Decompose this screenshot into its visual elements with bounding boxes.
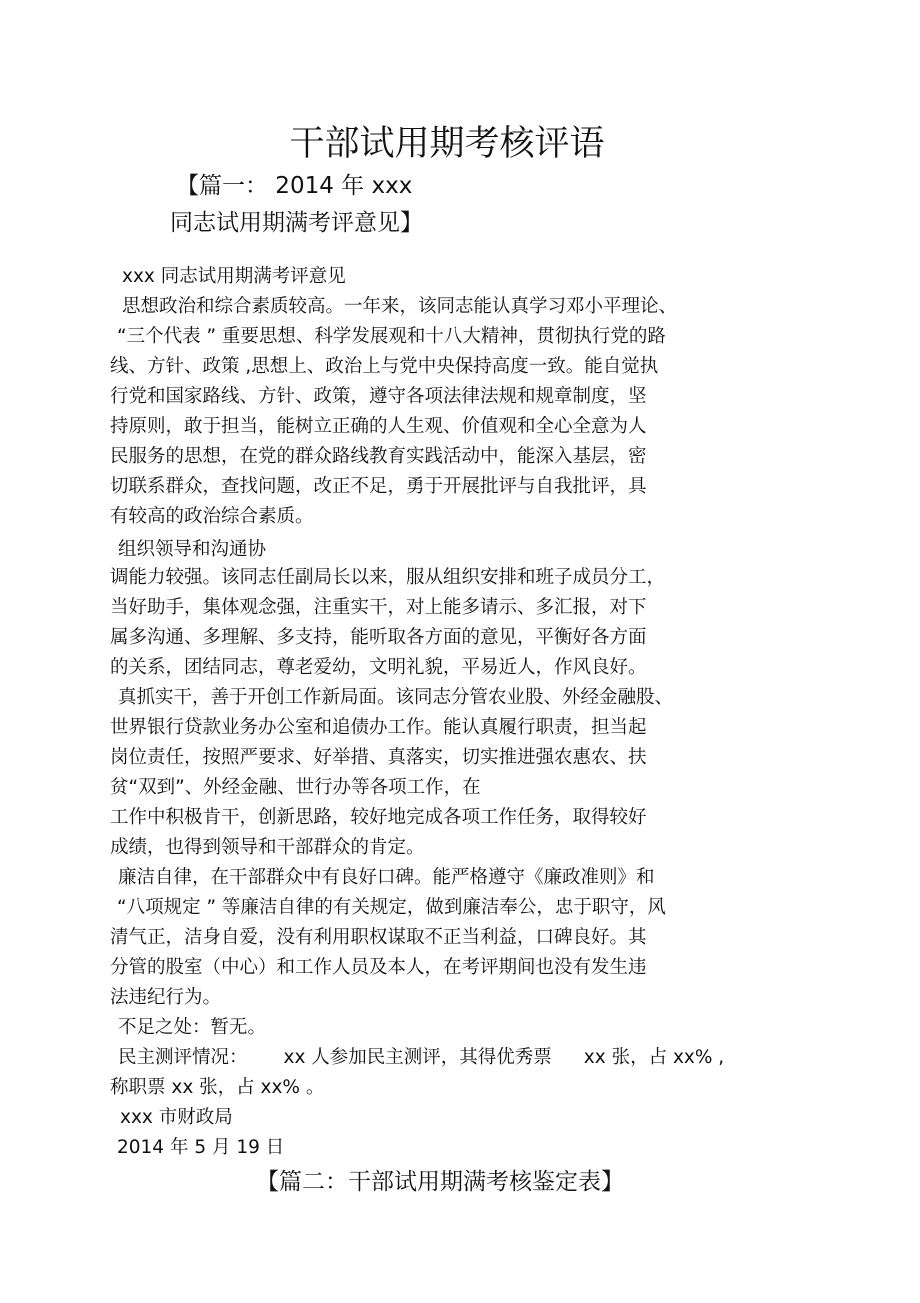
- document-title: 干部试用期考核评语: [289, 124, 605, 164]
- vote-excellent: xx 张，占 xx% ,: [583, 1047, 725, 1068]
- signature-org: xxx 市财政局: [120, 1107, 233, 1128]
- letter-heading: xxx 同志试用期满考评意见: [122, 266, 346, 287]
- paragraph-line: 当好助手，集体观念强，注重实干，对上能多请示、多汇报，对下: [110, 597, 647, 618]
- vote-line: [118, 1044, 724, 1072]
- section2-heading: 【篇二：干部试用期满考核鉴定表】: [256, 1169, 624, 1195]
- paragraph-line: 不足之处：暂无。: [118, 1017, 267, 1038]
- paragraph-line: 调能力较强。该同志任副局长以来，服从组织安排和班子成员分工，: [110, 567, 666, 588]
- paragraph-line: 行党和国家路线、方针、政策，遵守各项法律法规和规章制度，坚: [110, 386, 647, 407]
- paragraph-line: 廉洁自律，在干部群众中有良好口碑。能严格遵守《廉政准则》和: [118, 867, 655, 888]
- paragraph-line: 世界银行贷款业务办公室和追债办工作。能认真履行职责，担当起: [110, 717, 647, 738]
- paragraph-line: 法违纪行为。: [110, 987, 222, 1008]
- paragraph-line: 成绩，也得到领导和干部群众的肯定。: [110, 837, 425, 858]
- paragraph-line: 组织领导和沟通协: [118, 539, 267, 560]
- signature-date: 2014 年 5 月 19 日: [117, 1137, 285, 1158]
- paragraph-line: 贫“双到”、外经金融、世行办等各项工作，在: [110, 777, 481, 798]
- vote-label: 民主测评情况：: [118, 1047, 248, 1068]
- paragraph-line: 岗位责任，按照严要求、好举措、真落实，切实推进强农惠农、扶: [110, 747, 647, 768]
- section1-heading-line2: 同志试用期满考评意见】: [170, 210, 423, 236]
- vote-line-2: 称职票 xx 张，占 xx% 。: [110, 1077, 325, 1098]
- section1-heading-line1: 【篇一： 2014 年 xxx: [176, 173, 413, 199]
- paragraph-line: “三个代表 ” 重要思想、科学发展观和十八大精神，贯彻执行党的路: [117, 326, 666, 347]
- paragraph-line: 分管的股室（中心）和工作人员及本人，在考评期间也没有发生违: [110, 957, 647, 978]
- paragraph-line: “八项规定 ” 等廉洁自律的有关规定，做到廉洁奉公，忠于职守，风: [117, 897, 666, 918]
- paragraph-line: 的关系，团结同志，尊老爱幼，文明礼貌，平易近人，作风良好。: [110, 657, 647, 678]
- vote-participants: xx 人参加民主测评，其得优秀票: [283, 1047, 552, 1068]
- paragraph-line: 线、方针、政策 ,思想上、政治上与党中央保持高度一致。能自觉执: [110, 356, 659, 377]
- paragraph-line: 属多沟通、多理解、多支持，能听取各方面的意见，平衡好各方面: [110, 627, 647, 648]
- paragraph-line: 有较高的政治综合素质。: [110, 506, 314, 527]
- paragraph-line: 真抓实干，善于开创工作新局面。该同志分管农业股、外经金融股、: [118, 687, 674, 708]
- paragraph-line: 清气正，洁身自爱，没有利用职权谋取不正当利益，口碑良好。其: [110, 927, 647, 948]
- paragraph-line: 思想政治和综合素质较高。一年来，该同志能认真学习邓小平理论、: [122, 296, 678, 317]
- paragraph-line: 工作中积极肯干，创新思路，较好地完成各项工作任务，取得较好: [110, 807, 647, 828]
- paragraph-line: 民服务的思想，在党的群众路线教育实践活动中，能深入基层，密: [110, 446, 647, 467]
- paragraph-line: 切联系群众，查找问题，改正不足，勇于开展批评与自我批评，具: [110, 476, 647, 497]
- paragraph-line: 持原则，敢于担当，能树立正确的人生观、价值观和全心全意为人: [110, 416, 647, 437]
